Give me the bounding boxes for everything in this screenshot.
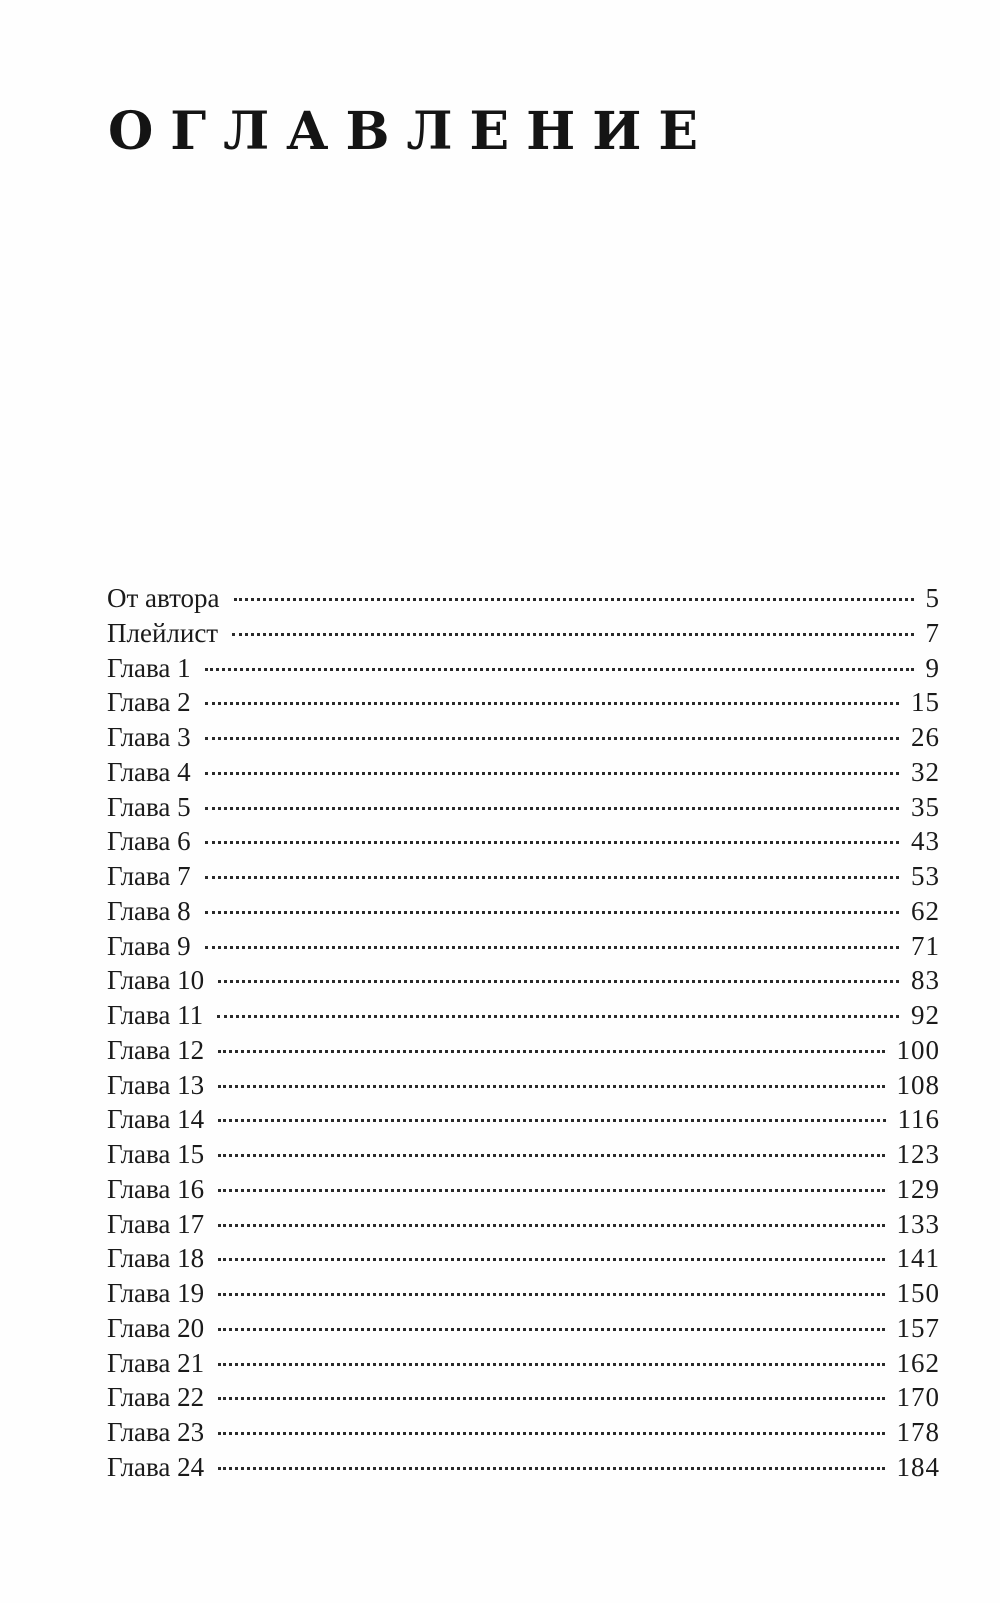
toc-entry-page-number: 32 (911, 756, 940, 787)
dot-leader (205, 745, 899, 775)
dot-leader (218, 1162, 884, 1192)
toc-entry-title: Глава 3 (107, 722, 191, 752)
toc-entry-page-number: 184 (896, 1451, 940, 1482)
dot-leader (218, 1023, 884, 1053)
toc-entry-page-number: 5 (925, 583, 940, 613)
dot-leader (218, 1336, 884, 1366)
toc-entry-title: Глава 15 (107, 1139, 205, 1169)
dot-leader (205, 641, 914, 671)
dot-leader (218, 1266, 884, 1296)
dot-leader (218, 1197, 884, 1227)
toc-entry-title: Глава 5 (107, 791, 191, 822)
toc-entry-title: Глава 13 (107, 1069, 205, 1100)
table-of-contents (107, 577, 940, 1481)
toc-entry-page-number: 170 (896, 1382, 940, 1413)
toc-entry-page-number: 9 (925, 652, 940, 683)
dot-leader (218, 1058, 884, 1088)
toc-entry-page-number: 62 (911, 895, 940, 926)
dot-leader (205, 780, 899, 810)
toc-entry-page-number: 116 (897, 1104, 940, 1135)
dot-leader (218, 1127, 884, 1157)
toc-entry-page-number: 92 (911, 1000, 940, 1030)
toc-entry-title: Глава 24 (107, 1451, 205, 1482)
toc-entry-title: Глава 4 (107, 756, 191, 787)
toc-entry-page-number: 129 (896, 1173, 940, 1204)
toc-entry-page-number: 7 (925, 617, 940, 648)
dot-leader (205, 675, 899, 705)
dot-leader (205, 849, 899, 879)
toc-entry-page-number: 71 (911, 930, 940, 961)
dot-leader (205, 814, 899, 844)
toc-entry-title: Плейлист (107, 617, 219, 648)
page-title: ОГЛАВЛЕНИЕ (108, 101, 715, 162)
toc-entry-title: От автора (107, 583, 220, 613)
toc-entry-title: Глава 2 (107, 687, 191, 718)
toc-entry-title: Глава 6 (107, 826, 191, 857)
toc-entry-title: Глава 11 (107, 1000, 204, 1030)
dot-leader (218, 1092, 885, 1122)
dot-leader (205, 710, 899, 740)
dot-leader (218, 953, 899, 983)
toc-entry-page-number: 35 (911, 791, 940, 822)
toc-entry-title: Глава 19 (107, 1278, 205, 1308)
toc-entry-page-number: 26 (911, 722, 940, 752)
dot-leader (218, 1231, 884, 1261)
toc-entry (107, 1446, 940, 1481)
dot-leader (234, 571, 914, 601)
toc-entry-title: Глава 14 (107, 1104, 205, 1135)
toc-entry-title: Глава 18 (107, 1243, 205, 1274)
toc-entry-title: Глава 20 (107, 1312, 205, 1343)
toc-entry-title: Глава 1 (107, 652, 191, 683)
toc-entry-page-number: 108 (896, 1069, 940, 1100)
toc-entry-page-number: 43 (911, 826, 940, 857)
toc-entry-title: Глава 8 (107, 895, 191, 926)
dot-leader (205, 884, 899, 914)
toc-entry-page-number: 15 (911, 687, 940, 718)
dot-leader (218, 1370, 884, 1400)
toc-entry-page-number: 53 (911, 861, 940, 891)
toc-entry-page-number: 141 (896, 1243, 940, 1274)
toc-entry-title: Глава 23 (107, 1417, 205, 1447)
toc-entry-title: Глава 7 (107, 861, 191, 891)
toc-entry-page-number: 123 (896, 1139, 940, 1169)
toc-entry-page-number: 133 (896, 1208, 940, 1239)
toc-entry-title: Глава 21 (107, 1347, 205, 1378)
toc-entry-title: Глава 16 (107, 1173, 205, 1204)
toc-entry-title: Глава 10 (107, 965, 205, 996)
dot-leader (218, 1301, 884, 1331)
toc-entry-page-number: 83 (911, 965, 940, 996)
toc-entry-page-number: 162 (896, 1347, 940, 1378)
toc-entry-title: Глава 9 (107, 930, 191, 961)
dot-leader (217, 988, 899, 1018)
dot-leader (218, 1405, 884, 1435)
dot-leader (232, 606, 913, 636)
toc-entry-page-number: 100 (896, 1034, 940, 1065)
toc-entry-title: Глава 22 (107, 1382, 205, 1413)
dot-leader (205, 919, 899, 949)
dot-leader (218, 1440, 884, 1470)
toc-entry-page-number: 157 (896, 1312, 940, 1343)
toc-entry-title: Глава 12 (107, 1034, 205, 1065)
toc-entry-title: Глава 17 (107, 1208, 205, 1239)
toc-entry-page-number: 150 (896, 1278, 940, 1308)
toc-entry-page-number: 178 (896, 1417, 940, 1447)
